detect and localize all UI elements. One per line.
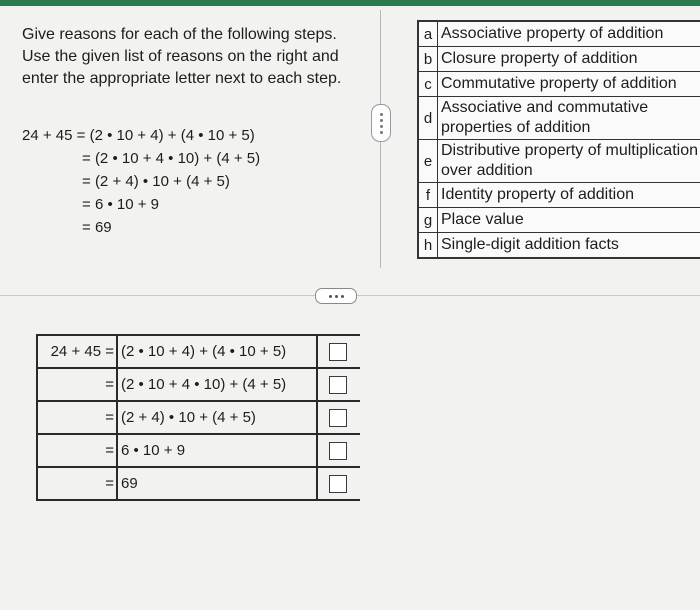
step-lhs: = bbox=[82, 150, 91, 167]
step-rhs: 69 bbox=[121, 475, 138, 492]
step-lhs: 24 + 45 = bbox=[22, 127, 86, 144]
table-row bbox=[38, 402, 360, 435]
reason-text: Distributive property of multiplication over addition bbox=[441, 142, 698, 179]
reason-letter: g bbox=[419, 208, 438, 232]
step-rhs: 69 bbox=[94, 219, 112, 236]
step-rhs: (2 • 10 + 4 • 10) + (4 + 5) bbox=[121, 376, 287, 393]
reason-letter: c bbox=[419, 72, 438, 96]
reason-letter: a bbox=[419, 22, 438, 46]
reason-item bbox=[419, 22, 700, 47]
reason-letter: d bbox=[419, 97, 438, 139]
step-rhs: 6 • 10 + 9 bbox=[121, 442, 186, 459]
table-row bbox=[38, 468, 360, 499]
reason-item bbox=[419, 72, 700, 97]
step-rhs: 6 • 10 + 9 bbox=[94, 196, 159, 213]
reason-item bbox=[419, 47, 700, 72]
reason-text: Identity property of addition bbox=[441, 186, 635, 203]
table-row bbox=[38, 336, 360, 369]
step-lhs: = bbox=[82, 219, 91, 236]
reason-answer-input[interactable] bbox=[329, 343, 347, 361]
step-lhs: = bbox=[38, 468, 118, 499]
reason-item bbox=[419, 183, 700, 208]
step-rhs: (2 • 10 + 4) + (4 • 10 + 5) bbox=[121, 343, 287, 360]
answer-cell bbox=[316, 468, 358, 499]
ellipsis-dot-icon bbox=[335, 295, 338, 298]
answer-cell bbox=[316, 336, 358, 367]
answer-cell bbox=[316, 402, 358, 433]
step-lhs: = bbox=[82, 196, 91, 213]
reason-letter: b bbox=[419, 47, 438, 71]
reason-letter: e bbox=[419, 140, 438, 182]
grip-dot-icon bbox=[380, 113, 383, 116]
step-row bbox=[22, 124, 260, 147]
answer-cell bbox=[316, 435, 358, 466]
step-rhs: (2 + 4) • 10 + (4 + 5) bbox=[121, 409, 256, 426]
top-accent-bar bbox=[0, 0, 700, 6]
grip-dot-icon bbox=[380, 131, 383, 134]
more-options-button[interactable] bbox=[315, 288, 357, 304]
step-lhs: 24 + 45 = bbox=[38, 336, 118, 367]
resize-handle[interactable] bbox=[371, 104, 391, 142]
step-rhs: (2 • 10 + 4 • 10) + (4 + 5) bbox=[94, 150, 261, 167]
step-row bbox=[22, 170, 260, 193]
reason-text: Place value bbox=[441, 211, 524, 228]
step-lhs: = bbox=[38, 369, 118, 400]
ellipsis-dot-icon bbox=[341, 295, 344, 298]
table-row bbox=[38, 369, 360, 402]
step-rhs: (2 • 10 + 4) + (4 • 10 + 5) bbox=[89, 127, 255, 144]
reason-text: Associative property of addition bbox=[441, 25, 664, 42]
step-lhs: = bbox=[38, 402, 118, 433]
worked-steps bbox=[22, 124, 260, 239]
reason-answer-input[interactable] bbox=[329, 442, 347, 460]
step-lhs: = bbox=[38, 435, 118, 466]
reason-text: Closure property of addition bbox=[441, 50, 638, 67]
grip-dot-icon bbox=[380, 125, 383, 128]
ellipsis-dot-icon bbox=[329, 295, 332, 298]
instructions-text: Give reasons for each of the following steps. Use the given list of reasons on the right and enter the appropriate letter next to each step. bbox=[22, 26, 342, 87]
reason-text: Associative and commutative properties of addition bbox=[441, 99, 649, 136]
reason-answer-input[interactable] bbox=[329, 376, 347, 394]
reason-text: Commutative property of addition bbox=[441, 75, 677, 92]
step-row bbox=[22, 216, 260, 239]
answer-table bbox=[36, 334, 360, 501]
reason-item bbox=[419, 233, 700, 257]
step-rhs: (2 + 4) • 10 + (4 + 5) bbox=[94, 173, 230, 190]
table-row bbox=[38, 435, 360, 468]
reason-letter: f bbox=[419, 183, 438, 207]
reason-answer-input[interactable] bbox=[329, 475, 347, 493]
answer-cell bbox=[316, 369, 358, 400]
reason-item bbox=[419, 97, 700, 140]
reasons-list bbox=[417, 20, 700, 259]
reason-item bbox=[419, 140, 700, 183]
grip-dot-icon bbox=[380, 119, 383, 122]
step-lhs: = bbox=[82, 173, 91, 190]
reason-answer-input[interactable] bbox=[329, 409, 347, 427]
step-row bbox=[22, 193, 260, 216]
reason-item bbox=[419, 208, 700, 233]
reason-letter: h bbox=[419, 233, 438, 257]
reason-text: Single-digit addition facts bbox=[441, 236, 619, 253]
step-row bbox=[22, 147, 260, 170]
